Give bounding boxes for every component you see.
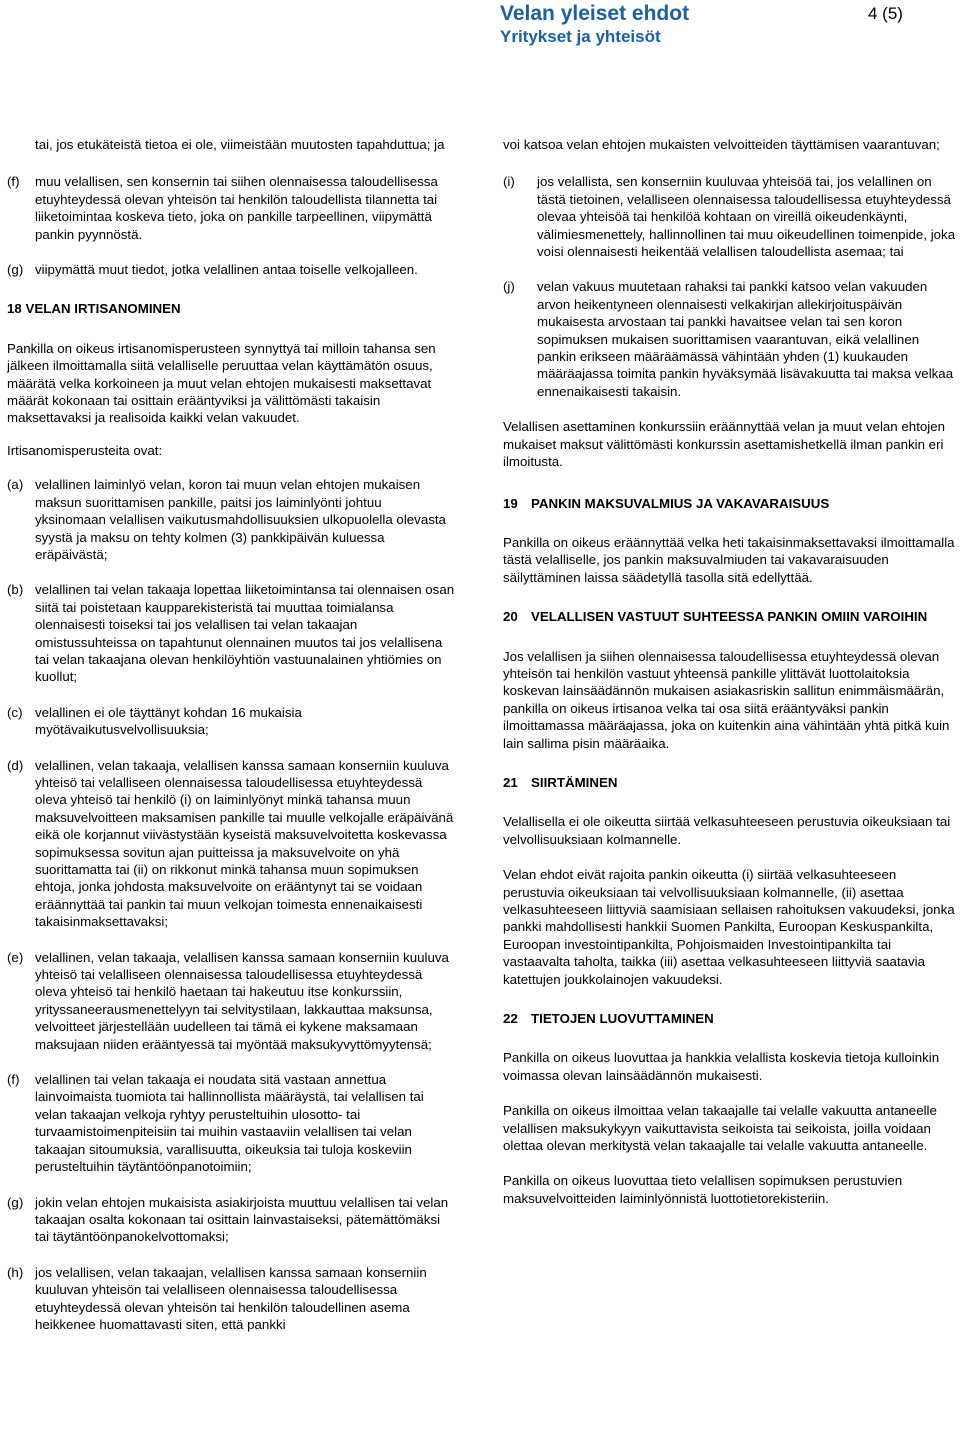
section-paragraph: Pankilla on oikeus luovuttaa tieto velallisen sopimuksen perustuvien maksuvelvoitteiden laiminlyönnistä luottotietorekisteriin.	[503, 1173, 903, 1206]
list-item-label: (i)	[503, 174, 515, 190]
section-paragraph: Velallisella ei ole oikeutta siirtää velkasuhteeseen perustuvia oikeuksiaan tai velvollisuuksiaan kolmannelle.	[503, 814, 951, 847]
list-item-text: muu velallisen, sen konsernin tai siihen olennaisessa taloudellisessa etuyhteydessä olevan yhteisön tai henkilön taloudellista tilannetta tai liiketoimintaa koskeva tieto, joka on pankille tarpeellinen, viipymättä pankin pyynnöstä.	[35, 174, 438, 242]
list-item-text: jokin velan ehtojen mukaisista asiakirjoista muuttuu velallisen tai velan takaajan osalta kokonaan tai osittain lainvastaiseksi, pätemättömäksi tai täytäntöönpanokelvottomaksi;	[35, 1194, 449, 1245]
right-column	[503, 136, 957, 1225]
section-paragraph: Velallisen asettaminen konkurssiin eräännyttää velan ja muut velan ehtojen mukaiset maksut välittömästi konkurssin asettamishetkellä ilman pankin eri ilmoitusta.	[503, 419, 946, 470]
list-item-text: velan vakuus muutetaan rahaksi tai pankki katsoo velan vakuuden arvon heikentyneen olennaisesti velkakirjan allekirjoituspäivän mukaisesta arvostaan tai pankki havaitsee velan tai sen koron sopimuksen mukaisen suorittamisen vaarantuvan, eikä velallinen pankin erikseen määräämässä vähintään yhden (1) kuukauden määräajassa toimita pankin hyväksymää lisävakuutta tai maksa velkaa ennenaikaisesti takaisin.	[537, 279, 954, 399]
section-heading: 18 VELAN IRTISANOMINEN	[7, 301, 181, 317]
list-item-label: (b)	[7, 582, 24, 598]
section-number: 22	[503, 1011, 518, 1027]
list-item-label: (f)	[7, 1072, 20, 1088]
list-item	[7, 173, 455, 243]
list-item	[7, 949, 455, 1053]
list-item	[7, 757, 455, 931]
section-title: TIETOJEN LUOVUTTAMINEN	[531, 1011, 714, 1027]
list-item	[7, 1194, 455, 1246]
list-item	[7, 704, 455, 739]
section-paragraph: Pankilla on oikeus ilmoittaa velan takaajalle tai velalle vakuutta antaneelle velallisen maksukykyyn vaikuttavista seikoista tai seikoista, joilla voidaan olettaa olevan merkitystä velan takaajalle tai velalle vakuutta antaneelle.	[503, 1103, 937, 1154]
list-item-text: velallinen tai velan takaaja ei noudata sitä vastaan annettua lainvoimaista tuomiota tai hallinnollista määräystä, tai velallisen tai velan takaajan velkoja ryhtyy perusteltuihin ulosotto- tai turvaamistoimenpiteisiin tai muihin vastaaviin velallisen tai velan takaajan sitoumuksia, varallisuutta, oikeuksia tai tuloja koskeviin perusteltuihin täytäntöönpanotoimiin;	[35, 1072, 424, 1175]
section-paragraph: Pankilla on oikeus luovuttaa ja hankkia velallista koskevia tietoja kulloinkin voimassa olevan lainsäädännön mukaisesti.	[503, 1050, 940, 1083]
section-heading	[503, 1010, 957, 1027]
continuation-text: voi katsoa velan ehtojen mukaisten velvoitteiden täyttämisen vaarantuvan;	[503, 137, 940, 152]
list-item-label: (g)	[7, 262, 24, 278]
list-item	[7, 1071, 455, 1175]
document-title: Velan yleiset ehdot	[500, 2, 690, 25]
section-heading	[503, 774, 957, 791]
list-item	[503, 278, 957, 400]
list-item-label: (j)	[503, 279, 515, 295]
continuation-text: tai, jos etukäteistä tietoa ei ole, viimeistään muutosten tapahduttua; ja	[35, 137, 445, 152]
section-title: VELALLISEN VASTUUT SUHTEESSA PANKIN OMIIN VAROIHIN	[531, 609, 928, 625]
section-title: PANKIN MAKSUVALMIUS JA VAKAVARAISUUS	[531, 495, 830, 511]
document-subtitle: Yritykset ja yhteisöt	[500, 27, 661, 46]
section-paragraph: Pankilla on oikeus irtisanomisperusteen synnyttyä tai milloin tahansa sen jälkeen ilmoittamalla siitä velalliselle peruuttaa velan käyttämätön osuus, määrätä velka korkoineen ja muut velan ehtojen mukaisesti maksettavat määrät kokonaan tai osittain erääntyviksi ja välittömästi takaisin maksettavaksi ja realisoida kaikki velan vakuudet.	[7, 340, 436, 426]
list-item-text: velallinen laiminlyö velan, koron tai muun velan ehtojen mukaisen maksun suorittamisen pankille, paitsi jos laiminlyönti johtuu yksinomaan velallisen vaikutusmahdollisuuksien ulkopuolella olevasta syystä ja maksu on tehty kolmen (3) pankkipäivän kuluessa eräpäivästä;	[35, 477, 446, 562]
list-item-text: velallinen tai velan takaaja lopettaa liiketoimintansa tai olennaisen osan siitä tai poistetaan kaupparekisteristä tai muuttaa toimialansa olennaisesti toiseksi tai jos velallisen tai velan takaajan omistussuhteissa on tapahtunut olennainen muutos tai jos velallisena tai velan takaajana olevan henkilöyhtiön vastuunalainen yhtiömies on kuollut;	[35, 582, 455, 685]
list-item	[7, 261, 455, 278]
list-item-label: (f)	[7, 174, 20, 190]
list-item-text: velallinen ei ole täyttänyt kohdan 16 mukaisia myötävaikutusvelvollisuuksia;	[35, 704, 302, 738]
list-item	[7, 476, 455, 563]
list-item-label: (h)	[7, 1264, 24, 1280]
list-item-label: (g)	[7, 1194, 24, 1210]
list-item-text: viipymättä muut tiedot, jotka velallinen antaa toiselle velkojalleen.	[35, 262, 418, 278]
section-heading	[503, 495, 957, 512]
grounds-intro: Irtisanomisperusteita ovat:	[7, 442, 163, 458]
list-item-label: (e)	[7, 949, 24, 965]
list-item-text: jos velallisen, velan takaajan, velallisen kanssa samaan konserniin kuuluvan yhteisön tai velalliseen olennaisessa taloudellisessa etuyhteydessä olevan yhteisön tai henkilön taloudellinen asema heikkenee huomattavasti siten, että pankki	[35, 1264, 427, 1332]
list-item	[7, 1264, 455, 1334]
page-header	[0, 0, 960, 60]
list-item	[7, 581, 455, 685]
section-number: 20	[503, 609, 518, 625]
section-paragraph: Jos velallisen ja siihen olennaisessa taloudellisessa etuyhteydessä olevan yhteisön tai henkilön vastuut yhteensä pankille ylittävät luottolaitoksia koskevan lainsäädännön mukaisen asiakasriskin sallitun enimmäismäärän, pankilla on oikeus irtisanoa velka tai osa siitä erääntyväksi pankin ilmoittamassa määräajassa, joka on kuitenkin aina vähintään yhtä pitkä kuin lain sallima pisin määräaika.	[503, 648, 950, 751]
section-paragraph: Pankilla on oikeus eräännyttää velka heti takaisinmaksettavaksi ilmoittamalla tästä velalliselle, jos pankin maksuvalmiuden tai vakavaraisuuden säilyttäminen laissa säädetyllä tasolla sitä edellyttää.	[503, 534, 955, 585]
list-item-label: (d)	[7, 757, 24, 773]
section-paragraph: Velan ehdot eivät rajoita pankin oikeutta (i) siirtää velkasuhteeseen perustuvia oikeuksiaan tai velvollisuuksiaan kolmannelle, (ii) asettaa velkasuhteeseen liittyviä saamisiaan sellaisen rahoituksen vakuudeksi, jonka pankki mahdollisesti hankkii Suomen Pankilta, Euroopan Keskuspankilta, Euroopan investointipankilta, Pohjoismaiden Investointipankilta tai vastaavalta taholta, taikka (iii) asettaa velkasuhteeseen liittyviä saatavia katettujen joukkolainojen vakuudeksi.	[503, 867, 955, 987]
section-heading	[503, 608, 957, 625]
list-item-text: velallinen, velan takaaja, velallisen kanssa samaan konserniin kuuluva yhteisö tai velalliseen olennaisessa taloudellisessa etuyhteydessä oleva yhteisö tai henkilö (i) on laiminlyönyt minkä tahansa muun maksuvelvoitteen maksamisen pankille tai muulle velkojalle eräpäivänä eikä ole korjannut viivästystään kyseistä maksuvelvoitetta koskevassa sopimuksessa sovitun ajan puitteissa ja maksuvelvoite on yhä suorittamatta tai (ii) on rikkonut minkä tahansa muun sopimuksen ehtoja, jonka johdosta maksuvelvoite on erääntynyt tai se voidaan eräännyttää tai pankin tai muun velkojan toimesta ennenaikaisesti takaisinmaksettavaksi;	[35, 757, 454, 930]
section-title: SIIRTÄMINEN	[531, 774, 618, 790]
page-number: 4 (5)	[868, 4, 903, 23]
section-number: 21	[503, 774, 518, 790]
list-item-text: jos velallista, sen konserniin kuuluvaa yhteisöä tai, jos velallinen on tästä tietoinen, velalliseen olennaisessa taloudellisessa etuyhteydessä olevaa yhteisöä tai henkilöä kohtaan on vireillä oikeudenkäynti, välimiesmenettely, hallinnollinen tai muu oikeudellinen toimenpide, joka voisi olennaisesti heikentää velallisen taloudellista asemaa; tai	[537, 174, 956, 260]
section-number: 19	[503, 495, 518, 511]
list-item-text: velallinen, velan takaaja, velallisen kanssa samaan konserniin kuuluva yhteisö tai velalliseen olennaisessa taloudellisessa etuyhteydessä oleva yhteisö tai henkilö haetaan tai hakeutuu itse konkurssiin, yrityssaneerausmenettelyyn tai selvitystilaan, lakkauttaa maksunsa, velvoitteet järjestellään uudelleen tai tämä ei kykene maksamaan maksujaan niiden erääntyessä tai myöntää maksukyvyttömyytensä;	[35, 949, 449, 1052]
list-item-label: (a)	[7, 477, 24, 493]
list-item-label: (c)	[7, 704, 23, 720]
left-column	[7, 136, 455, 1333]
list-item	[503, 173, 957, 260]
